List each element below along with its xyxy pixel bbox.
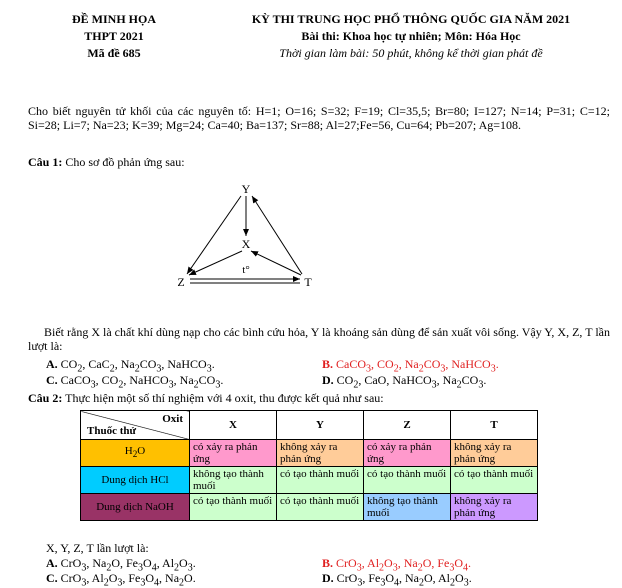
arrow-x-to-z bbox=[189, 251, 242, 275]
table-cell: không xảy ra phản ứng bbox=[277, 440, 364, 467]
q1-label: Câu 1: bbox=[28, 155, 63, 169]
reaction-diagram bbox=[170, 178, 320, 296]
node-z: Z bbox=[177, 275, 185, 289]
arrow-y-to-z bbox=[187, 196, 241, 274]
q2-body: X, Y, Z, T lần lượt là: bbox=[46, 541, 149, 555]
row-label-water: $H_2O$ bbox=[81, 440, 190, 467]
q2-option-b-text: CrO$_3$, $Al_2O_3$, $Na_2O$, $Fe_3O_4$. bbox=[336, 556, 472, 574]
column-header-x: X bbox=[190, 411, 277, 440]
table-cell: có tạo thành muối bbox=[277, 494, 364, 521]
exam-code: Mã đề 685 bbox=[87, 46, 141, 60]
q1-option-c-text: CaCO$_3$, $CO_2$, NaHCO$_3$, $Na_2CO_3$. bbox=[60, 373, 224, 391]
node-t: T bbox=[304, 275, 312, 289]
exam-type: ĐỀ MINH HỌA bbox=[72, 12, 156, 26]
arrow-t-to-x bbox=[251, 251, 301, 275]
table-cell: có tạo thành muối bbox=[277, 467, 364, 494]
table-cell: không xảy ra phản ứng bbox=[451, 440, 538, 467]
table-row bbox=[81, 440, 538, 467]
q2-option-b[interactable]: B. CrO$_3$, $Al_2O_3$, $Na_2O$, $Fe_3O_4$. bbox=[322, 556, 472, 574]
table-cell: có tạo thành muối bbox=[451, 467, 538, 494]
table-header-row bbox=[81, 411, 538, 440]
table-cell: có xảy ra phản ứng bbox=[190, 440, 277, 467]
column-header-z: Z bbox=[364, 411, 451, 440]
column-header-y: Y bbox=[277, 411, 364, 440]
q2-option-d-text: CrO$_3$, $Fe_3O_4$, $Na_2O$, $Al_2O_3$. bbox=[336, 571, 472, 588]
table-row bbox=[81, 467, 538, 494]
q1-text: Cho sơ đồ phản ứng sau: bbox=[62, 155, 185, 169]
corner-oxide-label: Oxit bbox=[162, 413, 183, 425]
exam-year: THPT 2021 bbox=[84, 29, 144, 43]
q1-option-b[interactable]: B. CaCO$_3$, $CO_2$, $Na_2CO_3$, NaHCO$_3$. bbox=[322, 357, 499, 375]
q1-option-d-text: $CO_2$, CaO, NaHCO$_3$, $Na_2CO_3$. bbox=[336, 373, 487, 391]
atomic-masses: Cho biết nguyên tử khối của các nguyên tố: H=1; O=16; S=32; F=19; Cl=35,5; Br=80; I=127; N=14; P=31; C=12; Si=28; Li=7; Na=23; K=39; Mg=24; Ca=40; Ba=137; Sr=88; Al=27;Fe=56, Cu=64; Pb=207; Ag=108. bbox=[28, 104, 610, 132]
table-cell: có tạo thành muối bbox=[364, 467, 451, 494]
table-cell: không tạo thành muối bbox=[190, 467, 277, 494]
exam-duration: Thời gian làm bài: 50 phút, không kể thời gian phát đề bbox=[279, 46, 543, 60]
node-x: X bbox=[241, 237, 251, 251]
table-cell: có tạo thành muối bbox=[190, 494, 277, 521]
q1-option-c[interactable]: C. CaCO$_3$, $CO_2$, NaHCO$_3$, $Na_2CO_3$. bbox=[46, 373, 224, 391]
q2-option-a-text: CrO$_3$, $Na_2O$, $Fe_3O_4$, $Al_2O_3$. bbox=[60, 556, 196, 574]
q1-prompt bbox=[28, 155, 185, 170]
q1-option-a[interactable]: A. $CO_2$, CaC$_2$, $Na_2CO_3$, NaHCO$_3$. bbox=[46, 357, 215, 375]
exam-subject: Bài thi: Khoa học tự nhiên; Môn: Hóa Học bbox=[301, 29, 521, 43]
table-cell: có xảy ra phản ứng bbox=[364, 440, 451, 467]
q1-option-d[interactable]: D. $CO_2$, CaO, NaHCO$_3$, $Na_2CO_3$. bbox=[322, 373, 487, 391]
q2-option-c-text: CrO$_3$, $Al_2O_3$, $Fe_3O_4$, $Na_2O$. bbox=[60, 571, 196, 588]
node-y: Y bbox=[241, 182, 251, 196]
q2-option-d[interactable]: D. CrO$_3$, $Fe_3O_4$, $Na_2O$, $Al_2O_3$. bbox=[322, 571, 472, 588]
experiment-table bbox=[80, 410, 538, 521]
table-corner-cell bbox=[81, 411, 190, 440]
row-label-naoh: Dung dịch NaOH bbox=[81, 494, 190, 521]
table-cell: không xảy ra phản ứng bbox=[451, 494, 538, 521]
q2-option-c[interactable]: C. CrO$_3$, $Al_2O_3$, $Fe_3O_4$, $Na_2O$. bbox=[46, 571, 196, 588]
arrow-t-to-y bbox=[252, 196, 302, 274]
row-label-hcl: Dung dịch HCl bbox=[81, 467, 190, 494]
q1-body: Biết rằng X là chất khí dùng nạp cho các bình cứu hỏa, Y là khoáng sản dùng để sản xuất vôi sống. Vậy Y, X, Z, T lần lượt là: bbox=[28, 325, 610, 353]
q2-option-a[interactable]: A. CrO$_3$, $Na_2O$, $Fe_3O_4$, $Al_2O_3$. bbox=[46, 556, 196, 574]
q1-option-a-text: $CO_2$, CaC$_2$, $Na_2CO_3$, NaHCO$_3$. bbox=[60, 357, 215, 375]
corner-reagent-label: Thuốc thử bbox=[87, 425, 137, 437]
temperature-label: t° bbox=[242, 264, 250, 276]
table-cell: không tạo thành muối bbox=[364, 494, 451, 521]
q2-text: Thực hiện một số thí nghiệm với 4 oxit, thu được kết quả như sau: bbox=[62, 391, 384, 405]
q2-prompt bbox=[28, 391, 384, 406]
q2-label: Câu 2: bbox=[28, 391, 63, 405]
exam-title: KỲ THI TRUNG HỌC PHỔ THÔNG QUỐC GIA NĂM 2021 bbox=[251, 12, 571, 26]
q1-option-b-text: CaCO$_3$, $CO_2$, $Na_2CO_3$, NaHCO$_3$. bbox=[336, 357, 499, 375]
column-header-t: T bbox=[451, 411, 538, 440]
table-row bbox=[81, 494, 538, 521]
